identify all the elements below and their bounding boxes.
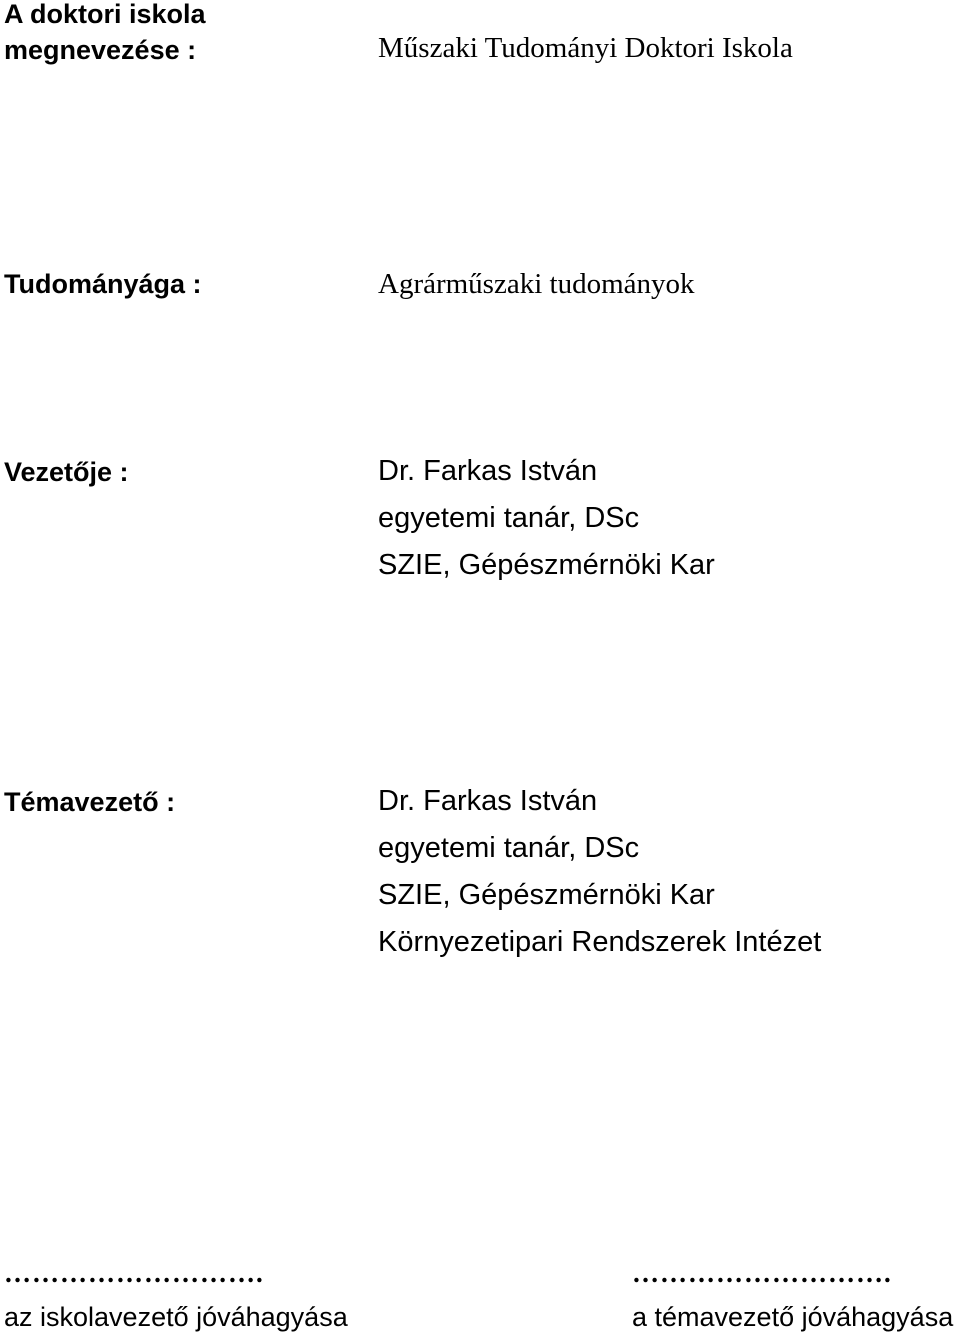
school-label-line1: A doktori iskola	[4, 0, 206, 29]
supervisor-affiliation: SZIE, Gépészmérnöki Kar	[378, 879, 715, 911]
head-name: Dr. Farkas István	[378, 455, 598, 487]
supervisor-details	[378, 778, 821, 966]
head-title: egyetemi tanár, DSc	[378, 502, 640, 534]
left-signature-dots: ……………………….	[4, 1258, 264, 1288]
supervisor-title: egyetemi tanár, DSc	[378, 832, 640, 864]
head-details	[378, 448, 715, 589]
right-signature-dots: ……………………….	[632, 1258, 892, 1288]
school-label-line2: megnevezése :	[4, 35, 197, 65]
head-label: Vezetője :	[4, 457, 129, 487]
supervisor-label: Témavezető :	[4, 787, 176, 817]
head-affiliation: SZIE, Gépészmérnöki Kar	[378, 549, 715, 581]
field-label: Tudományága :	[4, 269, 202, 299]
left-signature-caption: az iskolavezető jóváhagyása	[4, 1302, 348, 1332]
field-value: Agrárműszaki tudományok	[378, 268, 695, 300]
right-signature-caption: a témavezető jóváhagyása	[632, 1302, 954, 1332]
supervisor-name: Dr. Farkas István	[378, 785, 598, 817]
school-value: Műszaki Tudományi Doktori Iskola	[378, 32, 793, 64]
school-label	[4, 0, 206, 68]
supervisor-institute: Környezetipari Rendszerek Intézet	[378, 926, 822, 958]
